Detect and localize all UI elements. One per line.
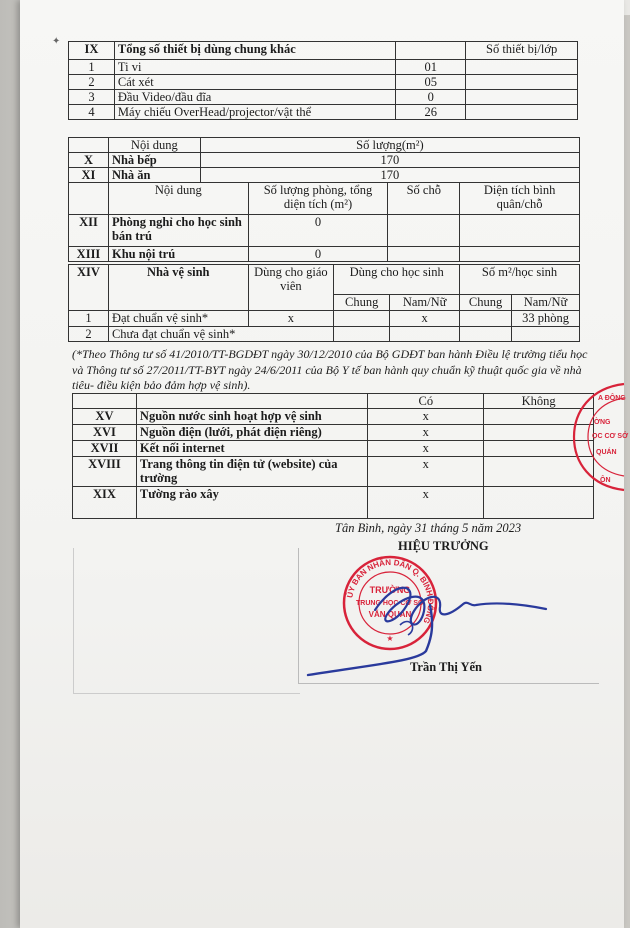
- row-label: Ti vi: [114, 60, 395, 75]
- yes-mark: x: [368, 457, 484, 487]
- row-value: 05: [396, 75, 466, 90]
- row-label: Nhà bếp: [108, 153, 200, 168]
- common-header: Chung: [460, 295, 512, 311]
- yes-mark: x: [368, 425, 484, 441]
- row-number: 4: [69, 105, 115, 120]
- edge-stamp-text: ỜNG: [594, 419, 611, 426]
- signer-name: Trần Thị Yến: [410, 660, 483, 674]
- footnote: (*Theo Thông tư số 41/2010/TT-BGDĐT ngày 30/12/2010 của Bộ GDĐT ban hành Điều lệ trường tiểu học và Thông tư số 27/2011/TT-BYT ngày 24/6/2011 của Bộ Y tế ban hành quy chuẩn kỹ thuật quốc gia về nhà tiêu- điều kiện bảo đảm hợp vệ sinh).: [72, 347, 588, 392]
- row-number: 2: [69, 75, 115, 90]
- section-title: Tổng số thiết bị dùng chung khác: [114, 42, 395, 60]
- section-number: XIV: [69, 265, 109, 311]
- row-label: Trang thông tin điện tử (website) của trường: [136, 457, 368, 487]
- yes-mark: x: [368, 441, 484, 457]
- toilet-table: [68, 264, 580, 342]
- students-header: Dùng cho học sinh: [334, 265, 460, 295]
- row-label: Khu nội trú: [108, 247, 248, 262]
- row-label: Chưa đạt chuẩn vệ sinh*: [108, 327, 333, 342]
- stamp-line3: VĂN QUÁN: [368, 610, 412, 619]
- boarding-table: [68, 182, 580, 262]
- row-value: 0: [248, 215, 388, 247]
- row-label: Máy chiếu OverHead/projector/vật thể: [114, 105, 395, 120]
- facilities-table: [72, 393, 594, 519]
- section-number: IX: [69, 42, 115, 60]
- edge-stamp-text: ỌC CƠ SỞ: [592, 433, 629, 440]
- signer-title: HIỆU TRƯỞNG: [398, 539, 489, 553]
- row-number: 1: [69, 311, 109, 327]
- teacher-mark: x: [248, 311, 334, 327]
- quantity-header: Số lượng(m²): [200, 138, 579, 153]
- teachers-header: Dùng cho giáo viên: [248, 265, 334, 311]
- place-date: Tân Bình, ngày 31 tháng 5 năm 2023: [335, 521, 522, 535]
- row-number: 1: [69, 60, 115, 75]
- empty-cell-left: [73, 548, 300, 694]
- row-label: Đạt chuẩn vệ sinh*: [108, 311, 248, 327]
- gender-header: Nam/Nữ: [390, 295, 460, 311]
- row-number: XVIII: [73, 457, 137, 487]
- stamp-star-icon: ★: [386, 634, 394, 643]
- gender-mark: x: [390, 311, 460, 327]
- row-number: 2: [69, 327, 109, 342]
- row-number: XV: [73, 409, 137, 425]
- row-value: 170: [200, 153, 579, 168]
- row-label: Nguồn nước sinh hoạt hợp vệ sinh: [136, 409, 368, 425]
- rooms-header: Số lượng phòng, tổng diện tích (m²): [248, 183, 388, 215]
- edge-stamp-text: A ĐÔNG: [598, 395, 626, 402]
- row-label: Đầu Video/đầu đĩa: [114, 90, 395, 105]
- row-value: 0: [396, 90, 466, 105]
- row-number: XI: [69, 168, 109, 183]
- row-number: XVII: [73, 441, 137, 457]
- per-class-header: Số thiết bị/lớp: [466, 42, 578, 60]
- row-label: Tường rào xây: [136, 487, 368, 519]
- row-label: Phòng nghỉ cho học sinh bán trú: [108, 215, 248, 247]
- yes-mark: x: [368, 487, 484, 519]
- content-header: Nội dung: [108, 183, 248, 215]
- row-label: Kết nối internet: [136, 441, 368, 457]
- row-value: 26: [396, 105, 466, 120]
- kitchen-dining-table: [68, 137, 580, 183]
- row-number: XVI: [73, 425, 137, 441]
- area-header: Diện tích bình quân/chỗ: [460, 183, 580, 215]
- edge-stamp: [570, 382, 629, 492]
- edge-stamp-text: QUÁN: [596, 449, 617, 456]
- row-label: Nguồn điện (lưới, phát điện riêng): [136, 425, 368, 441]
- row-number: XIX: [73, 487, 137, 519]
- row-number: XII: [69, 215, 109, 247]
- yes-mark: x: [368, 409, 484, 425]
- stamp-ring-text: ỦY BAN NHÂN DÂN Q. BÌNH ĐÔNG: [345, 557, 436, 626]
- edge-stamp-text: ÔN: [600, 477, 611, 484]
- row-label: Nhà ăn: [108, 168, 200, 183]
- stamp-line1: TRƯỜNG: [369, 585, 411, 595]
- per-student-header: Số m²/học sinh: [460, 265, 580, 295]
- common-header: Chung: [334, 295, 390, 311]
- section-title: Nhà vệ sinh: [108, 265, 248, 311]
- row-label: Cát xét: [114, 75, 395, 90]
- fold-mark: ✦: [52, 36, 61, 47]
- row-value: 170: [200, 168, 579, 183]
- row-number: XIII: [69, 247, 109, 262]
- shared-equipment-table: [68, 41, 578, 120]
- stamp-line2: TRUNG HỌC CƠ SỞ: [356, 600, 424, 607]
- content-header: Nội dung: [108, 138, 200, 153]
- gender-header: Nam/Nữ: [512, 295, 580, 311]
- room-count: 33 phòng: [512, 311, 580, 327]
- row-number: X: [69, 153, 109, 168]
- row-number: 3: [69, 90, 115, 105]
- row-value: 0: [248, 247, 388, 262]
- no-header: Không: [484, 394, 594, 409]
- yes-header: Có: [368, 394, 484, 409]
- row-value: 01: [396, 60, 466, 75]
- beds-header: Số chỗ: [388, 183, 460, 215]
